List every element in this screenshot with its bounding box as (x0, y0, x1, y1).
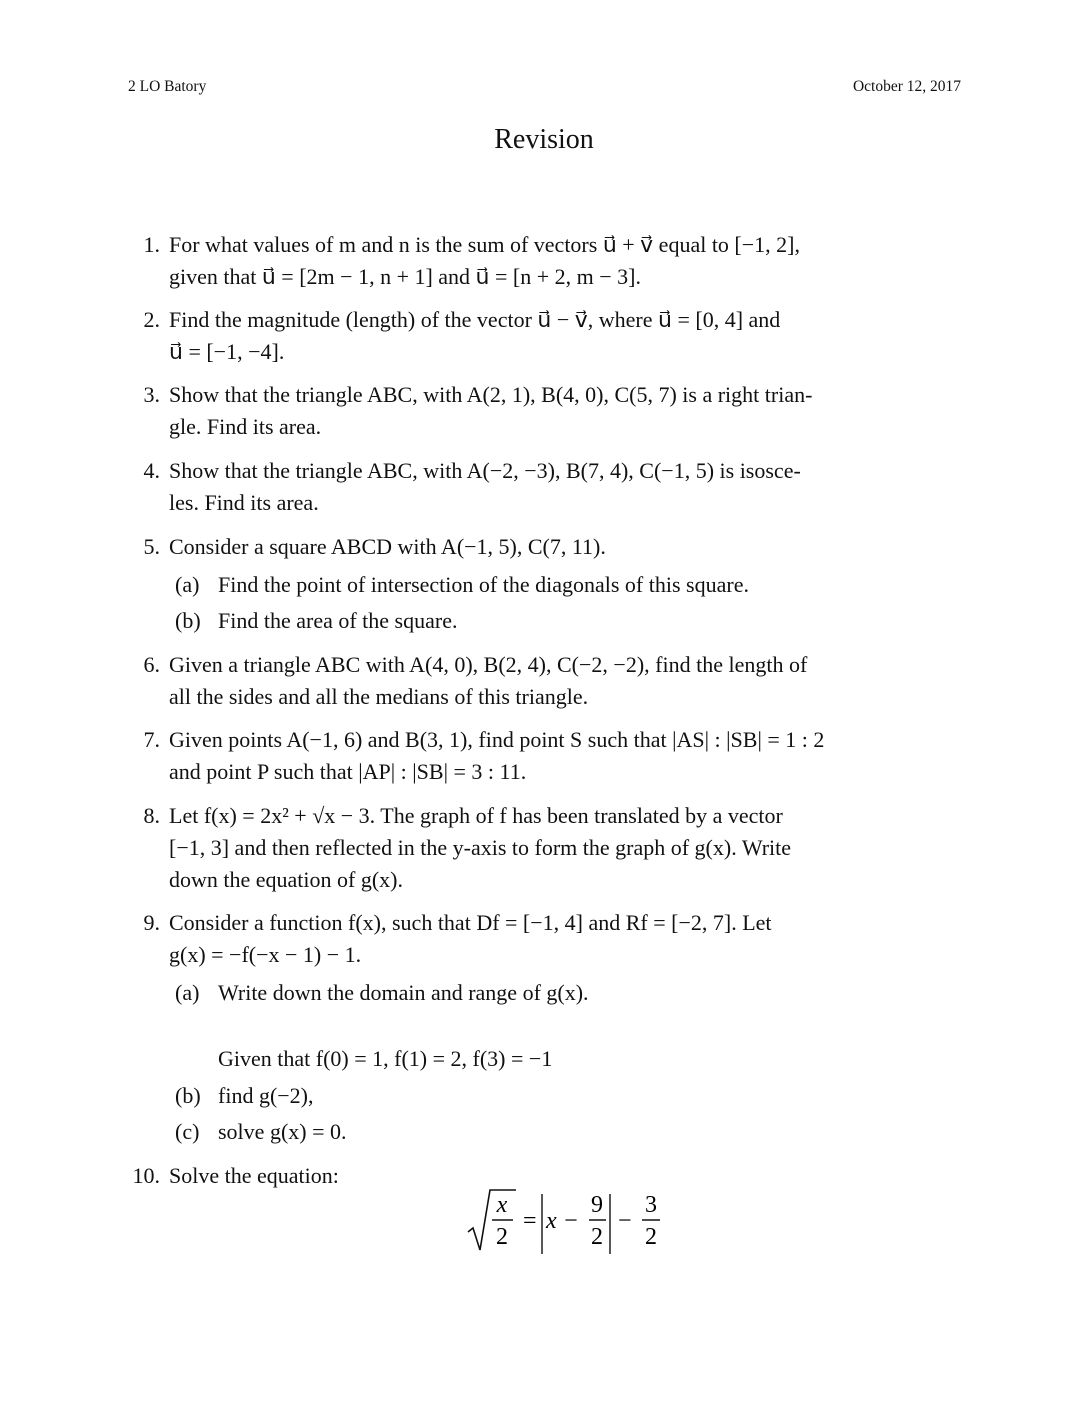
rhs-denominator: 2 (645, 1224, 657, 1250)
problem-text: Given points A(−1, 6) and B(3, 1), find point S such that |AS| : |SB| = 1 : 2 and point P such that |AP| : |SB| = 3 : 11. (169, 727, 825, 784)
abs-numerator: 9 (591, 1192, 603, 1218)
problem-text: Consider a square ABCD with A(−1, 5), C(7, 11). (169, 534, 606, 559)
problem-number: 2. (143, 307, 160, 332)
equals-sign: = (523, 1208, 537, 1234)
header-school: 2 LO Batory (128, 78, 207, 95)
rhs-numerator: 3 (645, 1192, 657, 1218)
subpart-label: (b) (175, 1083, 201, 1108)
problem-number: 10. (132, 1163, 160, 1188)
problem-number: 3. (143, 382, 160, 407)
problem-number: 5. (143, 534, 160, 559)
problem-text: Show that the triangle ABC, with A(−2, −3), B(7, 4), C(−1, 5) is isosce- les. Find its area. (169, 458, 801, 515)
problem-text: Solve the equation: (169, 1163, 339, 1188)
subpart-text: Write down the domain and range of g(x). (218, 980, 589, 1005)
problem-text: Consider a function f(x), such that Df = [−1, 4] and Rf = [−2, 7]. Let g(x) = −f(−x − 1) − 1. (169, 910, 772, 967)
problem-number: 9. (143, 910, 160, 935)
problem-text: Show that the triangle ABC, with A(2, 1), B(4, 0), C(5, 7) is a right trian- gle. Find its area. (169, 382, 813, 439)
minus-sign: − (618, 1208, 632, 1234)
subpart-text: solve g(x) = 0. (218, 1119, 347, 1144)
problem-text: Find the magnitude (length) of the vector u⃗ − v⃗, where u⃗ = [0, 4] and u⃗ = [−1, −4]. (169, 307, 781, 364)
problem-text: Given a triangle ABC with A(4, 0), B(2, 4), C(−2, −2), find the length of all the sides and all the medians of this triangle. (169, 652, 808, 709)
problem-text: For what values of m and n is the sum of vectors u⃗ + v⃗ equal to [−1, 2], given that u⃗ = [2m − 1, n + 1] and u⃗ = [n + 2, m − 3]. (169, 232, 800, 289)
subpart-label: (a) (175, 572, 200, 597)
problem-number: 4. (143, 458, 160, 483)
lhs-denominator: 2 (496, 1224, 508, 1250)
abs-left-term: x − (546, 1208, 579, 1234)
header-date: October 12, 2017 (852, 78, 961, 95)
problem-number: 6. (143, 652, 160, 677)
problem-number: 7. (143, 727, 160, 752)
subpart-text: Find the point of intersection of the diagonals of this square. (218, 572, 749, 597)
page-title: Revision (494, 124, 594, 155)
lhs-numerator: x (496, 1192, 508, 1218)
subpart-label: (b) (175, 608, 201, 633)
problem-number: 8. (143, 803, 160, 828)
subpart-text: find g(−2), (218, 1083, 314, 1108)
abs-denominator: 2 (591, 1224, 603, 1250)
equation (460, 1184, 700, 1264)
problem-number: 1. (143, 232, 160, 257)
subpart-label: (c) (175, 1119, 200, 1144)
subpart-text: Find the area of the square. (218, 608, 458, 633)
problem-text: Let f(x) = 2x² + √x − 3. The graph of f has been translated by a vector [−1, 3] and then reflected in the y-axis to form the graph of g(x). Write down the equation of g(x). (169, 803, 792, 892)
note-text: Given that f(0) = 1, f(1) = 2, f(3) = −1 (218, 1046, 553, 1071)
subpart-label: (a) (175, 980, 200, 1005)
